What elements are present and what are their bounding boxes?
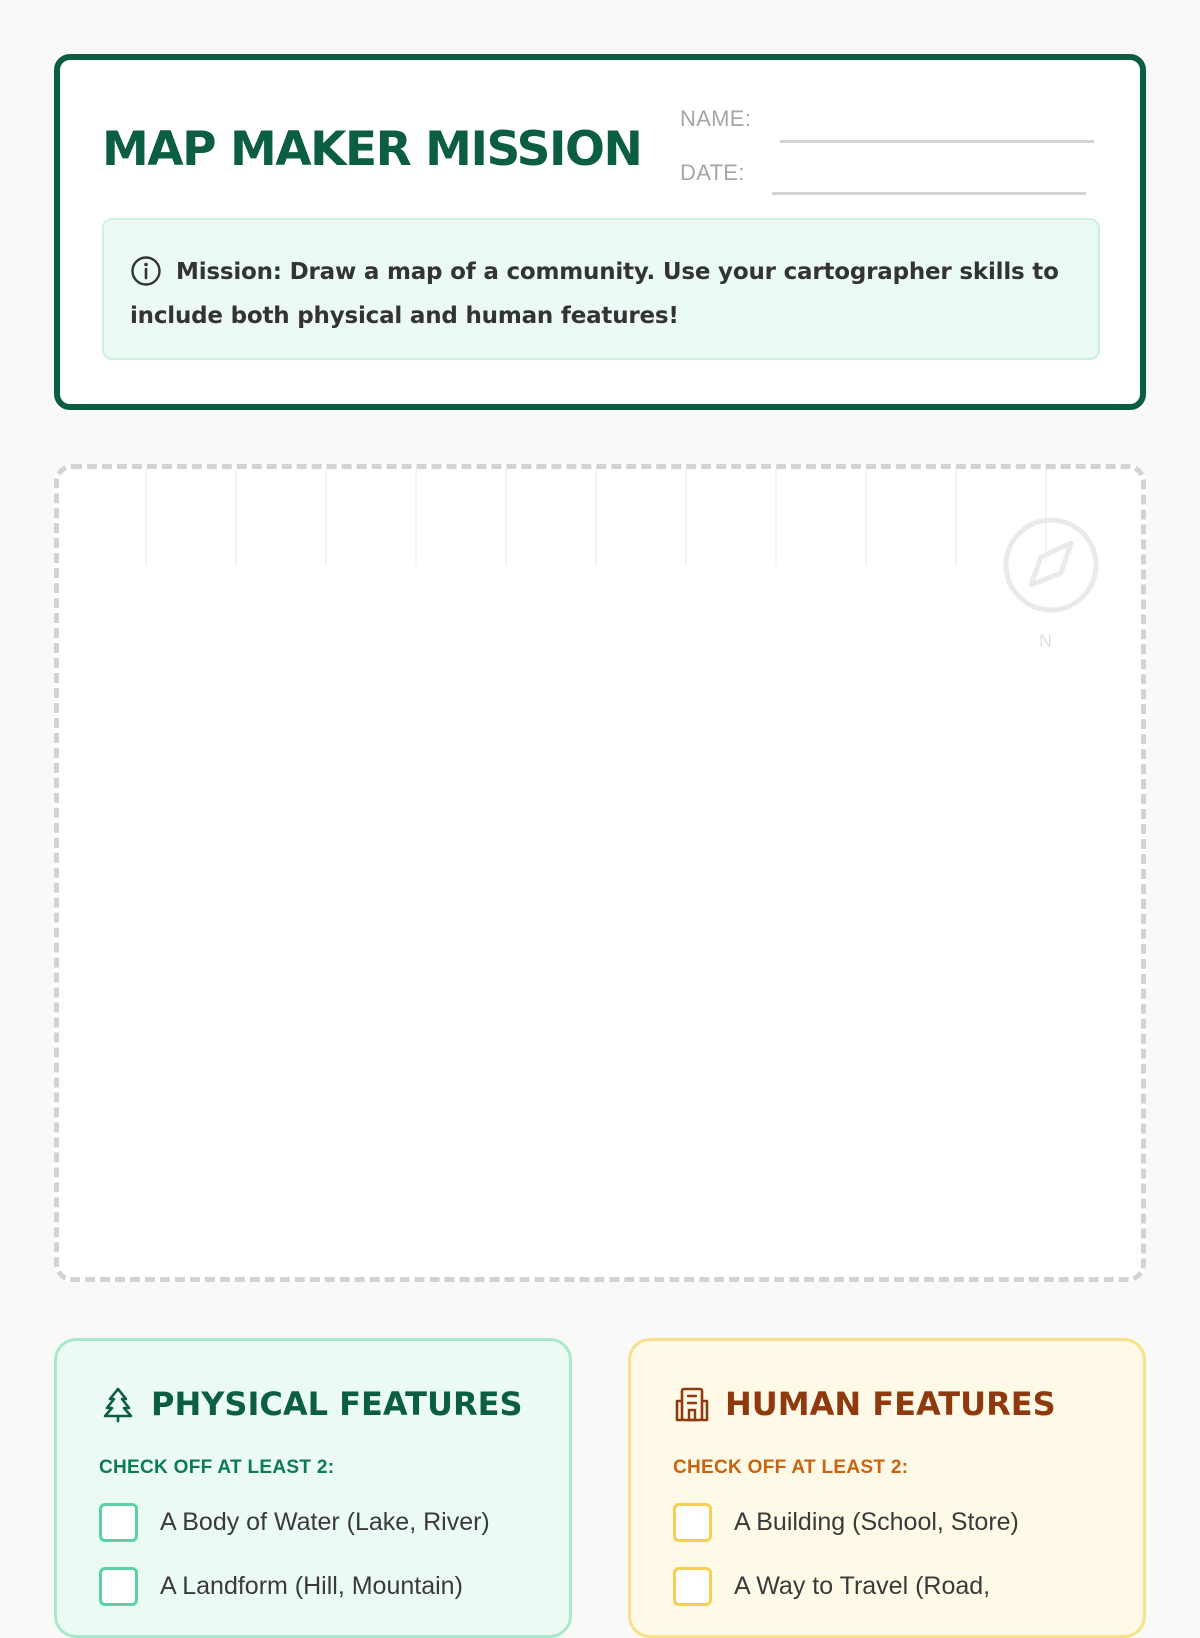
building-icon bbox=[673, 1385, 711, 1423]
name-field[interactable] bbox=[780, 140, 1094, 143]
human-features-title-text: HUMAN FEATURES bbox=[725, 1385, 1056, 1423]
checklist-item[interactable] bbox=[99, 1503, 490, 1542]
checkbox[interactable] bbox=[673, 1567, 712, 1606]
physical-features-title-text: PHYSICAL FEATURES bbox=[151, 1385, 523, 1423]
checklist-item-label: A Landform (Hill, Mountain) bbox=[160, 1572, 463, 1600]
mission-text-block bbox=[130, 250, 1072, 338]
mission-text: Mission: Draw a map of a community. Use your cartographer skills to include both physical and human features! bbox=[130, 259, 1059, 329]
mission-box bbox=[102, 218, 1100, 360]
checklist-item-label: A Way to Travel (Road, bbox=[734, 1572, 991, 1600]
checklist-item-label: A Body of Water (Lake, River) bbox=[160, 1508, 490, 1536]
checklist-item[interactable] bbox=[99, 1567, 463, 1606]
human-features-subtitle: CHECK OFF AT LEAST 2: bbox=[673, 1457, 909, 1478]
human-features-card bbox=[628, 1338, 1146, 1638]
tree-icon bbox=[99, 1385, 137, 1423]
info-icon bbox=[130, 255, 162, 287]
date-label: DATE: bbox=[680, 160, 745, 185]
compass-north-label: N bbox=[1039, 631, 1052, 651]
name-label: NAME: bbox=[680, 106, 752, 131]
physical-features-card bbox=[54, 1338, 572, 1638]
header-card bbox=[54, 54, 1146, 410]
checklist-item[interactable] bbox=[673, 1567, 990, 1606]
grid-lines bbox=[59, 469, 1141, 569]
checkbox[interactable] bbox=[673, 1503, 712, 1542]
checklist-item-label: A Building (School, Store) bbox=[734, 1508, 1019, 1536]
human-features-title bbox=[673, 1385, 1056, 1423]
checklist-item[interactable] bbox=[673, 1503, 1019, 1542]
date-field[interactable] bbox=[772, 192, 1086, 195]
page-title: MAP MAKER MISSION bbox=[102, 122, 642, 177]
physical-features-title bbox=[99, 1385, 523, 1423]
map-drawing-area[interactable] bbox=[54, 464, 1146, 1282]
compass-icon bbox=[999, 513, 1103, 617]
physical-features-subtitle: CHECK OFF AT LEAST 2: bbox=[99, 1457, 335, 1478]
checkbox[interactable] bbox=[99, 1503, 138, 1542]
checkbox[interactable] bbox=[99, 1567, 138, 1606]
